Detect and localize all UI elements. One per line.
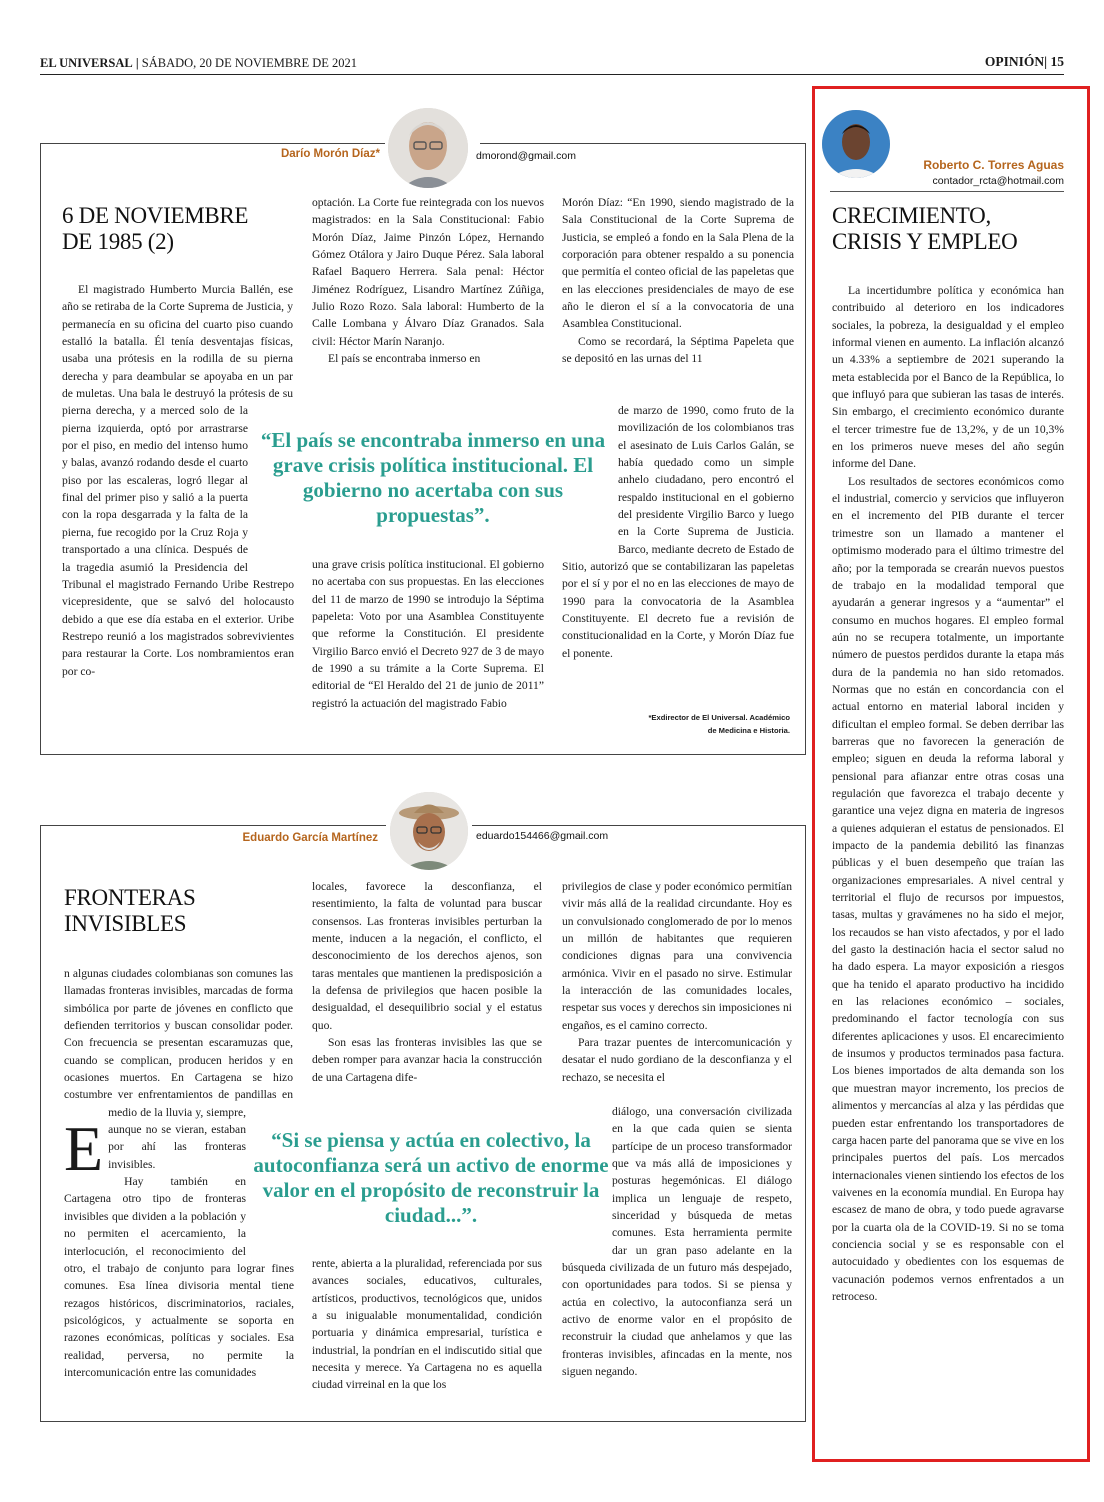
masthead-separator: | [135,56,139,70]
article-1-column-3 [562,194,794,367]
article-1-author-credit [560,711,790,737]
article-2-dropcap: E [64,1113,104,1184]
article-2-col2-paragraph-3: rente, abierta a la pluralidad, referenciada por sus avances sociales, educativos, culturales, artísticos, productivos, tecnológicos que, unidos a su inigualable monumentalidad, condición portuaria y dinámica empresarial, turística e industrial, la pondrían en el indiscutido sitial que necesita y merece. Ya Cartagena no es aquella ciudad virreinal en la que los [312,1257,542,1392]
masthead-right [985,54,1064,70]
article-2-column-2 [312,878,542,1086]
article-1-col3-paragraph-2a: Como se recordará, la Séptima Papeleta que se depositó en las urnas del 11 [562,334,794,366]
issue-date: SÁBADO, 20 DE NOVIEMBRE DE 2021 [141,56,358,70]
article-2-column-3 [562,878,792,1086]
article-1-col2-paragraph-1: optación. La Corte fue reintegrada con los nuevos magistrados: en la Sala Constitucional: Fabio Morón Díaz, Jaime Pinzón López, Hernando Gómez Otálora y Jairo Duque Pérez. Sala laboral Rafael Baquero Herrera. Sala penal: Héctor Jiménez Rodríguez, Lisandro Martínez Zúñiga, Julio Rozo Rozo. Sala laboral: Humberto de la Calle Lombana y Álvaro Díaz Granados. Sala civil: Héctor Marín Naranjo. [312,196,544,348]
article-1-column-2 [312,194,544,367]
column-1-float-spacer [293,281,294,404]
article-2-col2-paragraph-2: Son esas las fronteras invisibles las que se deben romper para avanzar hacia la construcción de una Cartagena dife- [312,1036,542,1084]
section-separator: | [1044,54,1048,69]
article-1-email[interactable]: dmorond@gmail.com [476,150,576,162]
page-number: 15 [1050,54,1064,69]
article-2-author: Eduardo García Martínez [242,832,378,844]
credit-line-1: *Exdirector de El Universal. Académico [648,713,790,722]
article-2-column-2b [312,1255,542,1394]
article-1-column-2b [312,556,544,712]
article-3-paragraph-1: La incertidumbre política y económica han contribuido al deterioro en los indicadores sociales, la pobreza, la desigualdad y el empleo informal vienen en aumento. La inflación alcanzó un 4.33% a septiembre de 2021 superando la meta establecida por el Banco de la República, lo que influyó para que subieran las tasas de interés. Sin embargo, el crecimiento económico durante el tercer trimestre fue de 13,2%, y de un 10,3% en los primeros nueve meses del año según informe del Dane. [832,284,1064,471]
section-name: OPINIÓN [984,54,1045,69]
masthead-left [40,56,357,71]
article-1-col2-paragraph-2b: una grave crisis política institucional. El gobierno no acertaba con sus propuestas. En las elecciones del 11 de marzo de 1990 se introdujo la Séptima papeleta: Voto por una Asamblea Constituyente que reforme la Constitución. El presidente Virgilio Barco envió el Decreto 927 de 3 de mayo de 1990 a su trámite a la Corte Suprema. El editorial de “El Heraldo del 21 de junio de 2011” registró la actuación del magistrado Fabio [312,558,544,710]
article-1-col3-paragraph-1: Morón Díaz: “En 1990, siendo magistrado de la Sala Constitucional de la Corte Suprema de Justicia, se empleó a fondo en la Sala Plena de la corporación para obtener respaldo a su ponencia que permitía el conteo oficial de las papeletas que en las elecciones presidenciales de mayo de ese año le dieron el sí a la convocatoria de una Asamblea Constitucional. [562,196,794,331]
article-3-email[interactable]: contador_rcta@hotmail.com [932,175,1064,187]
article-2-email[interactable]: eduardo154466@gmail.com [476,830,609,842]
article-1-col3-paragraph-2b: de marzo de 1990, como fruto de la movilización de los colombianos tras el asesinato de Luis Carlos Galán, se había quedado como un simple anhelo ciudadano, pero encontró el respaldo institucional en el gobierno del presidente Virgilio Barco y luego en la Corte Suprema de Justicia. Barco, mediante decreto de Estado de Sitio, autorizó que se contabilizaran las papeletas por el sí y por el no en las elecciones de mayo de 1990 para la convocatoria de la Asamblea Constituyente. El decreto fue a revisión de constitucionalidad en la Corte, y Morón Díaz fue el ponente. [562,404,794,660]
article-1-headline-line1: 6 DE NOVIEMBRE [62,203,249,228]
article-2-pull-quote: “Si se piensa y actúa en colectivo, la autoconfianza será un activo de enorme valor en el propósito de reconstruir la ciudad...”. [253,1128,609,1227]
article-2-col1-paragraph-2: Hay también en Cartagena otro tipo de fronteras invisibles que dividen a la población y no permiten el acercamiento, la interlocución, el reconocimiento del otro, el trabajo de conjunto para lograr fines comunes. Esa línea divisoria mental tiene rezagos históricos, discriminatorios, raciales, psicológicos, y actualmente se soporta en razones económicas, políticas y sociales. Esa realidad, perversa, no permite la intercomunicación entre las comunidades [64,1175,294,1379]
article-1-pull-quote: “El país se encontraba inmerso en una grave crisis política institucional. El gobierno no acertaba con sus propuestas”. [260,428,606,527]
article-3-author: Roberto C. Torres Aguas [923,158,1064,172]
masthead-rule [40,74,1064,75]
article-3-headline-line2: CRISIS Y EMPLEO [832,229,1018,254]
article-2-author-photo [390,792,468,870]
article-3-author-rule [830,191,1064,192]
article-3-column [832,282,1064,1305]
paper-name: EL UNIVERSAL [40,56,133,70]
masthead [40,54,1064,74]
article-3-paragraph-2: Los resultados de sectores económicos como el industrial, comercio y servicios que influyeron en el incremento del PIB durante el tercer trimestre son un llamado a mantener el optimismo moderado para el último trimestre del año; por la temporada se crearán nuevos puestos de trabajo en la modalidad temporal que ayudarán a generar ingresos y a “aumentar” el consumo en muchos hogares. El empleo formal aún no se recupera totalmente, un importante número de puestos perdidos durante la etapa más dura de la pandemia no han sido retomados. Normas que no están en concordancia con el actual entorno en material laboral inciden y dificultan el empleo formal. Se deben derribar las barreras que no favorecen la generación de empleo; siguen en deuda la reforma laboral y pensional para afianzar entre otras cosas una regulación que favorezca el trabajo decente y garantice una vejez digna en materia de ingresos a quienes adquieran el estatus de pensionados. El impacto de la pandemia debilitó las finanzas públicas y el buen desempeño que traían las organizaciones empresariales. A nivel central y territorial el flujo de recursos por impuestos, tasas, multas y gravámenes no ha sido el mejor, los recaudos se han visto afectados, y por el lado del gasto la destinación hacia el sector salud no ha dado espera. La mayor exposición a riesgos que ha tenido el aparato productivo ha incidido en las relaciones económico – sociales, predominando el factor tecnología con sus diferentes aplicaciones y usos. El encarecimiento de insumos y productos terminados pasa factura. Los bienes importados de alta demanda son los que muestran mayor incremento, los precios de alimentos y mercancías al alza y las pérdidas que pueden estar enfrentando los transportadores de carga hacen parte del panorama que se vive en los principales puertos del país. Los mercados internacionales vienen sintiendo los efectos de los vaivenes en la economía mundial. En Europa hay escasez de mano de obra, y todo puede agravarse por la cuarta ola de la COVID-19. Si no se toma conciencia social y se es responsable con el autocuidado y obedientes con los esquemas de vacunación podemos vernos enfrentados a un retroceso. [832,474,1064,1303]
article-2-headline-line1: FRONTERAS [64,885,196,910]
article-3-headline [832,203,1068,255]
article-1-author-photo [388,108,468,188]
article-2-col1-paragraph-1: n algunas ciudades colombianas son comunes las llamadas fronteras invisibles, marcadas de forma simbólica por parte de jóvenes en conflicto que defienden territorios y buscan consolidar poder. Con frecuencia se presentan escaramuzas que, cuando se complican, producen heridos y en ocasiones muertos. En Cartagena se hizo costumbre ver enfrentamientos de pandillas en medio de la lluvia y, siempre, aunque no se vieran, estaban por ahí las fronteras invisibles. [64,967,293,1171]
article-1-headline [62,203,292,255]
article-1-headline-line2: DE 1985 (2) [62,229,174,254]
article-2-headline [64,885,294,937]
article-2-col3-paragraph-2a: Para trazar puentes de intercomunicación y desatar el nudo gordiano de la desconfianza y el rechazo, se necesita el [562,1036,792,1084]
article-2-col3-paragraph-2b: diálogo, una conversación civilizada en la que cada quien se sienta partícipe de un proceso transformador que va más allá de imposiciones y posturas hegemónicas. El diálogo implica un lenguaje de respeto, sinceridad y búsqueda de metas comunes. Esta herramienta permite dar un gran paso adelante en la búsqueda civilizada de un futuro más despejado, con oportunidades para todos. Si se piensa y actúa en colectivo, la autoconfianza será un activo de enorme valor en el propósito de reconstruir la ciudad que anhelamos y que las fronteras invisibles, afincadas en la mente, nos siguen negando. [562,1105,792,1379]
a2-col1-float-spacer [293,965,294,1120]
man-with-hat-portrait-icon [390,792,468,870]
article-2-col2-paragraph-1: locales, favorece la desconfianza, el resentimiento, la falta de voluntad para buscar consensos. Las fronteras invisibles perturban la mente, inducen a la negación, el conflicto, el desconocimiento de los derechos ajenos, son taras mentales que mantienen la predisposición a la defensa de privilegios que hacen posible la desigualdad, el desequilibrio social y el estatus quo. [312,880,542,1032]
article-1-author: Darío Morón Díaz* [280,148,380,160]
article-3-headline-line1: CRECIMIENTO, [832,203,991,228]
credit-line-2: de Medicina e Historia. [707,726,790,735]
article-2-headline-line2: INVISIBLES [64,911,187,936]
man-portrait-icon [388,108,468,188]
article-1-col1-paragraph: El magistrado Humberto Murcia Ballén, ese año se retiraba de la Corte Suprema de Justicia, y permanecía en su oficina del cuarto piso cuando estalló la batalla. Él tenía desventajas físicas, usaba una prótesis en la rodilla de su pierna derecha y para deambular se apoyaba en un par de muletas. Una bala le destruyó la prótesis de su pierna derecha, y a merced solo de la pierna izquierda, optó por arrastrarse por el piso, en medio del intenso humo y balas, avanzó rodando desde el cuarto piso por las escaleras, logró llegar al final del primer piso y salió a la puerta con la ropa desgarrada y la falta de la pierna, fue recogido por la Cruz Roja y transportado a una clínica. Después de la tragedia asumió la Presidencia del Tribunal el magistrado Fernando Uribe Restrepo vicepresidente, que se salvó del holocausto debido a que ese día estaba en el exterior. Uribe Restrepo reunió a los magistrados sobrevivientes para restaurar la Corte. Los nombramientos eran por co- [62,283,294,678]
article-2-col3-paragraph-1: privilegios de clase y poder económico permitían vivir más allá de la realidad circundante. Hoy es un convulsionado conglomerado de por lo menos un millón de habitantes que requieren condiciones dignas para una convivencia armónica. Vivir en el pasado no sirve. Estimular la interacción de las comunidades locales, respetar sus voces y derechos sin imposiciones ni engaños, es el camino correcto. [562,880,792,1032]
article-1-col2-paragraph-2a: El país se encontraba inmerso en [328,352,481,366]
